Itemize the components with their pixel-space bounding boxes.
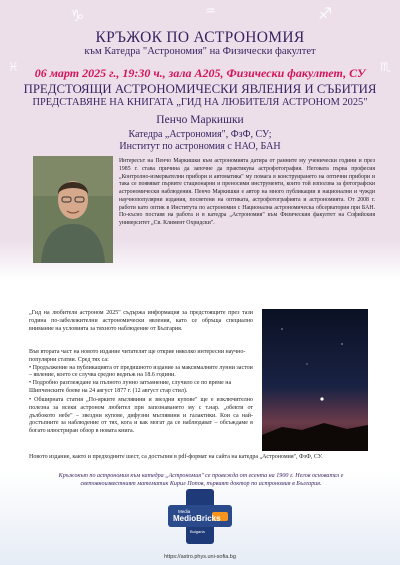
logo-sub-text: Bulgaria — [190, 529, 205, 534]
zodiac-symbol-icon: ♓ — [8, 60, 19, 74]
book-intro-paragraph: „Гид на любителя астроном 2025" съдържа информация за предстоящите през тази година по-забележителни астрономически явления, като се обръща специално внимание на условията за тяхното наблюдение от България. — [29, 310, 253, 332]
speaker-institute: Институт по астрономия с НАО, БАН — [119, 141, 281, 152]
speaker-name: Пенчо Маркишки — [156, 114, 244, 126]
night-sky-photo — [262, 309, 368, 451]
mediobricks-logo — [160, 489, 240, 544]
zodiac-symbol-icon: ♑ — [70, 6, 85, 25]
logo-brand-text: MedioBricks — [173, 514, 221, 523]
club-history-note: Кръжокът по астрономия към катедра „Астрономия" се провежда от есента на 1900 г. Негов основател е световноизвестният математик Кирил Попов, първият доктор по астрономия в България. — [58, 473, 344, 487]
book-nebulae-paragraph: • Обширната статия „По-ярките мъглявини и звездни купове" ще е изключително полезна за всеки астроном любител при запознаването му с т.нар. „обекти от дълбокото небе" – звездни купове, дифузни мъглявини и галактики. Кои са най-достъпните за наблюдение от тях, кога и как могат да се наблюдават – обсъждаме в богато илюстриран обзор в новата книга. — [29, 397, 253, 435]
page-title: КРЪЖОК ПО АСТРОНОМИЯ — [95, 29, 305, 46]
talk-topic: ПРЕДСТОЯЩИ АСТРОНОМИЧЕСКИ ЯВЛЕНИЯ И СЪБИТИЯ — [23, 82, 377, 96]
speaker-role: Катедра „Астрономия", ФзФ, СУ; — [128, 129, 272, 140]
speaker-photo — [33, 156, 113, 263]
talk-topic-sub: ПРЕДСТАВЯНЕ НА КНИГАТА „ГИД НА ЛЮБИТЕЛЯ АСТРОНОМ 2025" — [32, 97, 368, 108]
zodiac-symbol-icon: ♐ — [318, 4, 333, 23]
book-articles-paragraph: Във втората част на новото издание читателят ще открие няколко интересни научно-популярни статии. Сред тях са: • Продължение на публикацията от предишното издание за максималните лунни застои – явление, което се случва средно веднъж на 18.6 години. • Подробно разглеждане на пълното лунно затъмнение, случило се по време на Шипченските боеве на 24 август 1877 г. (12 август стар стил). — [29, 349, 253, 394]
event-details: 06 март 2025 г., 19:30 ч., зала А205, Физически факултет, СУ — [34, 66, 366, 80]
zodiac-symbol-icon: ♏ — [380, 60, 391, 74]
book-availability-paragraph: Новото издание, както и предходните шест, са достъпни в pdf-формат на сайта на катедра „Астрономия", ФзФ, СУ. — [29, 454, 323, 460]
speaker-bio: Интересът на Пенчо Маркишки към астрономията датира от ранните му ученически години и през 1985 г. става причина да започне да практикува астрофотография. Неговата първа професия „Контролно-измервателни прибори и автоматика" му помага в конструирането на оптични прибори и така се появяват първите стационарни и преносими инструменти, които той използва за фотографски астрономически наблюдения. Пенчо Маркишки е автор на много публикации в национални и чужди научнопопулярни издания, посветени на оптиката, астрофотографията и астрономията. От 2008 г. работи като оптик в Института по астрономия с Национална астрономическа обсерватория при БАН. По-късно поставя на работа и в катедра „Астрономия" към Физическия факултет на Софийския университет „Св. Климент Охридски". — [119, 158, 375, 226]
page-subtitle: към Катедра "Астрономия" на Физически факултет — [84, 46, 316, 57]
website-link[interactable]: https://astro.phys.uni-sofia.bg — [164, 554, 236, 560]
zodiac-symbol-icon: ♒ — [205, 4, 216, 18]
logo-top-text: Media — [178, 509, 191, 514]
